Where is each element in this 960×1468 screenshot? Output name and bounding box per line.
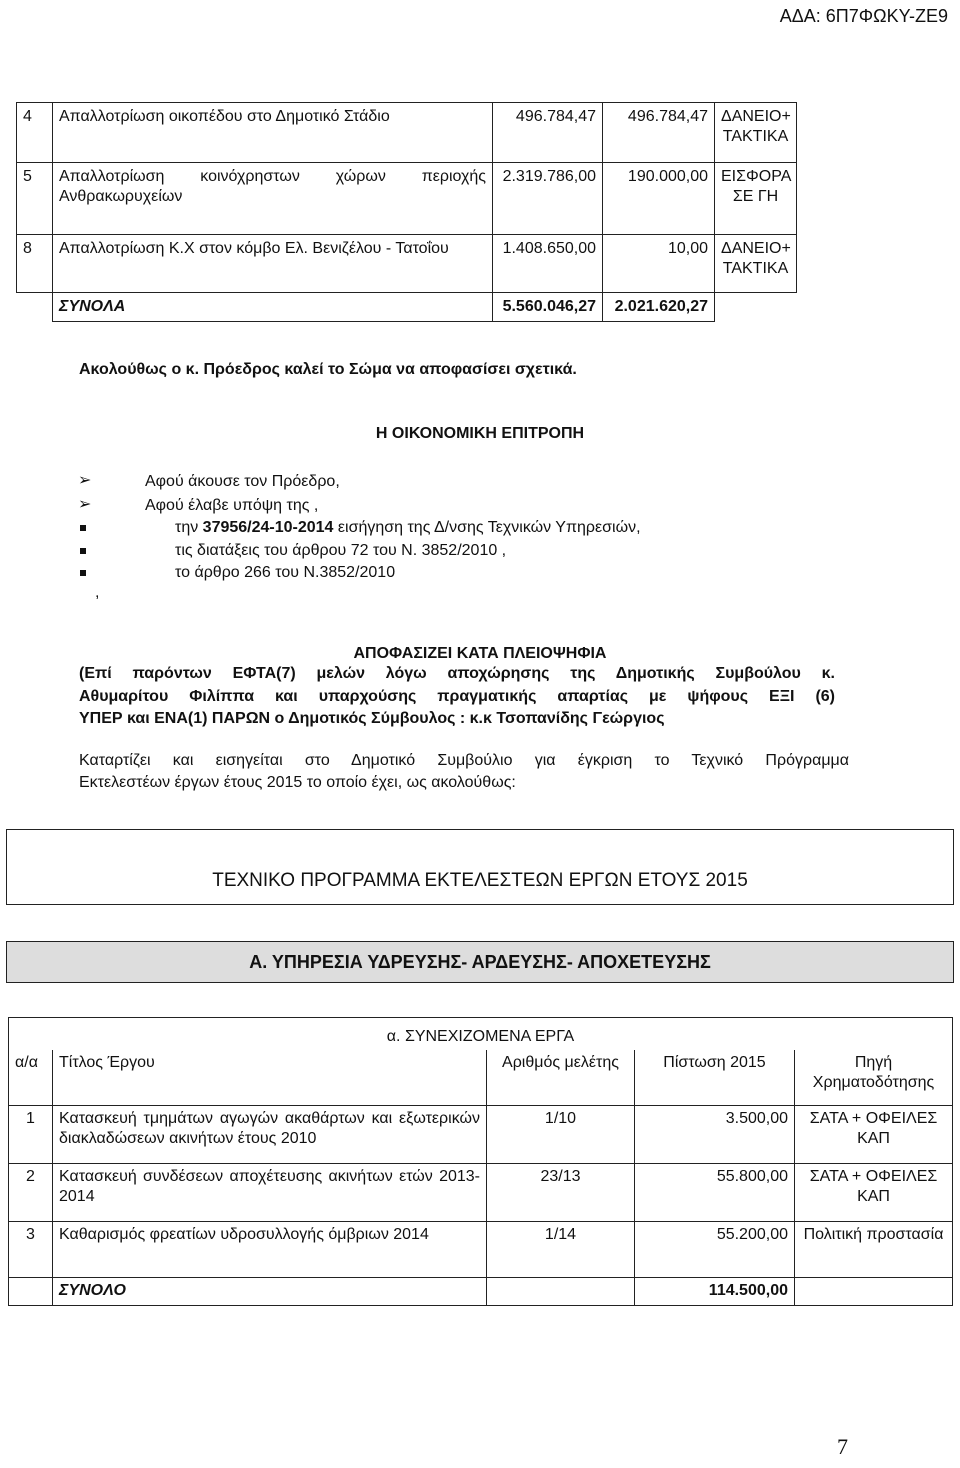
row-number: 4 xyxy=(17,103,53,163)
total-value-1: 5.560.046,27 xyxy=(493,293,603,322)
table-row xyxy=(9,1164,953,1222)
table-row xyxy=(17,235,797,293)
bullet-item: τις διατάξεις του άρθρου 72 του Ν. 3852/2010 , xyxy=(175,542,507,559)
row-title: Καθαρισμός φρεατίων υδροσυλλογής όμβριων 2014 xyxy=(53,1222,487,1278)
row-source: ΣΑΤΑ + ΟΦΕΙΛΕΣ ΚΑΠ xyxy=(795,1106,953,1164)
row-study: 1/10 xyxy=(487,1106,635,1164)
expropriation-table xyxy=(16,102,797,322)
program-title: ΤΕΧΝΙΚΟ ΠΡΟΓΡΑΜΜΑ ΕΚΤΕΛΕΣΤΕΩΝ ΕΡΓΩΝ ΕΤΟΥΣ 2015 xyxy=(212,870,748,891)
header-study: Αριθμός μελέτης xyxy=(487,1050,635,1106)
bullet-item: την 37956/24-10-2014 εισήγηση της Δ/νσης Τεχνικών Υπηρεσιών, xyxy=(175,519,641,536)
decision-title: ΑΠΟΦΑΣΙΖΕΙ ΚΑΤΑ ΠΛΕΙΟΨΗΦΙΑ xyxy=(353,645,607,662)
square-bullet-icon xyxy=(80,548,86,554)
intro-line: Καταρτίζει και εισηγείται στο Δημοτικό Συμβούλιο για έγκριση το Τεχνικό Πρόγραμμα xyxy=(79,752,849,769)
row-title: Απαλλοτρίωση κοινόχρηστων χώρων περιοχής Ανθρακωρυχείων xyxy=(53,163,493,235)
row-value-1: 2.319.786,00 xyxy=(493,163,603,235)
row-source: Πολιτική προστασία xyxy=(795,1222,953,1278)
arrow-bullet-icon: ➢ xyxy=(78,472,92,489)
header-source: Πηγή Χρηματοδότησης xyxy=(795,1050,953,1106)
stray-comma: , xyxy=(95,584,100,601)
row-value-1: 1.408.650,00 xyxy=(493,235,603,293)
row-aa: 2 xyxy=(9,1164,53,1222)
header-row xyxy=(9,1050,953,1106)
square-bullet-icon xyxy=(80,525,86,531)
row-title: Κατασκευή τμημάτων αγωγών ακαθάρτων και εξωτερικών διακλαδώσεων ακινήτων έτους 2010 xyxy=(53,1106,487,1164)
decision-line: Αθυμαρίτου Φιλίππα και υπαρχούσης πραγματικής απαρτίας με ψήφους ΕΞΙ (6) xyxy=(79,688,835,705)
arrow-item: Αφού έλαβε υπόψη της , xyxy=(145,497,319,514)
works-table xyxy=(8,1017,953,1306)
document-id: ΑΔΑ: 6Π7ΦΩΚΥ-ΖΕ9 xyxy=(779,6,948,26)
service-title-box xyxy=(6,941,954,983)
row-title: Απαλλοτρίωση οικοπέδου στο Δημοτικό Στάδιο xyxy=(53,103,493,163)
arrow-bullet-icon: ➢ xyxy=(78,496,92,513)
row-value-1: 496.784,47 xyxy=(493,103,603,163)
total-label: ΣΥΝΟΛΟ xyxy=(53,1278,487,1306)
row-source: ΔΑΝΕΙΟ+ ΤΑΚΤΙΚΑ xyxy=(715,235,797,293)
arrow-item: Αφού άκουσε τον Πρόεδρο, xyxy=(145,473,340,490)
row-aa: 1 xyxy=(9,1106,53,1164)
row-title: Απαλλοτρίωση Κ.Χ στον κόμβο Ελ. Βενιζέλου - Τατοΐου xyxy=(53,235,493,293)
section-heading: α. ΣΥΝΕΧΙΖΟΜΕΝΑ ΕΡΓΑ xyxy=(9,1018,953,1050)
total-label: ΣΥΝΟΛΑ xyxy=(53,293,493,322)
row-study: 1/14 xyxy=(487,1222,635,1278)
intro-line: Εκτελεστέων έργων έτους 2015 το οποίο έχει, ως ακολούθως: xyxy=(79,774,516,791)
decision-line: ΥΠΕΡ και ΕΝΑ(1) ΠΑΡΩΝ ο Δημοτικός Σύμβουλος : κ.κ Τσοπανίδης Γεώργιος xyxy=(79,710,665,727)
row-number: 8 xyxy=(17,235,53,293)
row-study: 23/13 xyxy=(487,1164,635,1222)
row-title: Κατασκευή συνδέσεων αποχέτευσης ακινήτων ετών 2013-2014 xyxy=(53,1164,487,1222)
row-source: ΣΑΤΑ + ΟΦΕΙΛΕΣ ΚΑΠ xyxy=(795,1164,953,1222)
row-credit: 3.500,00 xyxy=(635,1106,795,1164)
total-credit: 114.500,00 xyxy=(635,1278,795,1306)
decision-line: (Επί παρόντων ΕΦΤΑ(7) μελών λόγω αποχώρησης της Δημοτικής Συμβούλου κ. xyxy=(79,665,835,682)
row-number: 5 xyxy=(17,163,53,235)
table-row xyxy=(9,1222,953,1278)
header-title: Τίτλος Έργου xyxy=(53,1050,487,1106)
followup-text: Ακολούθως ο κ. Πρόεδρος καλεί το Σώμα να αποφασίσει σχετικά. xyxy=(79,361,577,378)
table-row xyxy=(17,103,797,163)
row-value-2: 10,00 xyxy=(603,235,715,293)
row-value-2: 496.784,47 xyxy=(603,103,715,163)
program-title-box xyxy=(6,829,954,905)
total-value-2: 2.021.620,27 xyxy=(603,293,715,322)
committee-heading: Η ΟΙΚΟΝΟΜΙΚΗ ΕΠΙΤΡΟΠΗ xyxy=(375,425,585,442)
header-aa: α/α xyxy=(9,1050,53,1106)
table-row xyxy=(17,163,797,235)
row-credit: 55.200,00 xyxy=(635,1222,795,1278)
header-credit: Πίστωση 2015 xyxy=(635,1050,795,1106)
table-row xyxy=(9,1106,953,1164)
service-title: Α. ΥΠΗΡΕΣΙΑ ΥΔΡΕΥΣΗΣ- ΑΡΔΕΥΣΗΣ- ΑΠΟΧΕΤΕΥΣΗΣ xyxy=(249,952,711,972)
row-aa: 3 xyxy=(9,1222,53,1278)
square-bullet-icon xyxy=(80,570,86,576)
row-credit: 55.800,00 xyxy=(635,1164,795,1222)
total-row xyxy=(9,1278,953,1306)
total-row xyxy=(17,293,797,322)
row-source: ΔΑΝΕΙΟ+ ΤΑΚΤΙΚΑ xyxy=(715,103,797,163)
row-source: ΕΙΣΦΟΡΑ ΣΕ ΓΗ xyxy=(715,163,797,235)
bullet-item: το άρθρο 266 του Ν.3852/2010 xyxy=(175,564,396,581)
page-number: 7 xyxy=(837,1434,848,1459)
row-value-2: 190.000,00 xyxy=(603,163,715,235)
